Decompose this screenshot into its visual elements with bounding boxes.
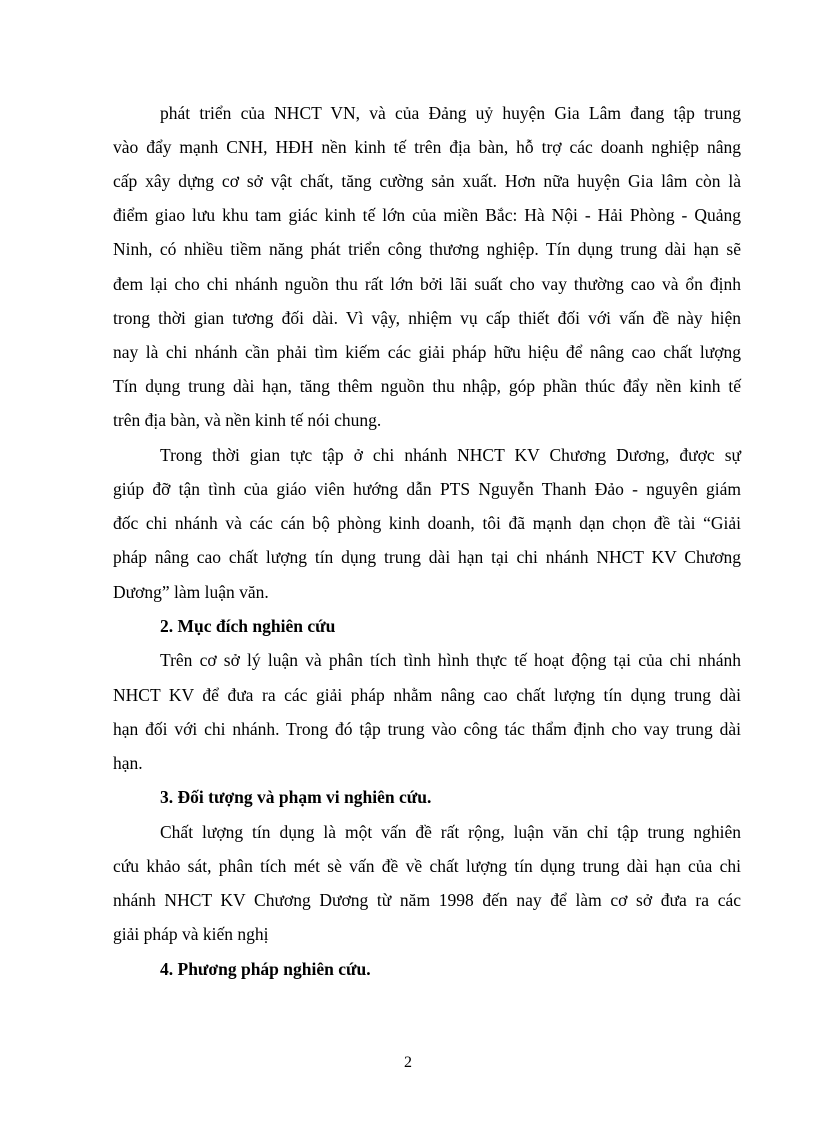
paragraph-line: nay là chi nhánh cần phải tìm kiếm các giải pháp hữu hiệu để nâng cao chất lượng (113, 342, 741, 362)
paragraph-line: nhánh NHCT KV Chương Dương từ năm 1998 đến nay để làm cơ sở đưa ra các (113, 890, 741, 910)
paragraph-line: pháp nâng cao chất lượng tín dụng trung dài hạn tại chi nhánh NHCT KV Chương (113, 547, 741, 567)
paragraph-line: đốc chi nhánh và các cán bộ phòng kinh doanh, tôi đã mạnh dạn chọn đề tài “Giải (113, 513, 741, 533)
paragraph-line: Trên cơ sở lý luận và phân tích tình hình thực tế hoạt động tại của chi nhánh (160, 650, 741, 670)
paragraph-line: điểm giao lưu khu tam giác kinh tế lớn của miền Bắc: Hà Nội - Hải Phòng - Quảng (113, 205, 741, 225)
paragraph-line: Tín dụng trung dài hạn, tăng thêm nguồn thu nhập, góp phần thúc đẩy nền kinh tế (113, 376, 741, 396)
paragraph-line: giúp đỡ tận tình của giáo viên hướng dẫn PTS Nguyễn Thanh Đảo - nguyên giám (113, 479, 741, 499)
paragraph-line: hạn đối với chi nhánh. Trong đó tập trung vào công tác thẩm định cho vay trung dài (113, 719, 741, 739)
paragraph-line: cấp xây dựng cơ sở vật chất, tăng cường sản xuất. Hơn nữa huyện Gia lâm còn là (113, 171, 741, 191)
paragraph-line: đem lại cho chi nhánh nguồn thu rất lớn bởi lãi suất cho vay thường cao và ổn định (113, 274, 741, 294)
paragraph-line: cứu khảo sát, phân tích mét sè vấn đề về chất lượng tín dụng trung dài hạn của chi (113, 856, 741, 876)
paragraph-line: phát triển của NHCT VN, và của Đảng uỷ huyện Gia Lâm đang tập trung (160, 103, 741, 123)
paragraph-line: hạn. (113, 753, 143, 773)
paragraph-line: trên địa bàn, và nền kinh tế nói chung. (113, 410, 382, 430)
paragraph-line: vào đẩy mạnh CNH, HĐH nền kinh tế trên địa bàn, hỗ trợ các doanh nghiệp nâng (113, 137, 741, 157)
paragraph-line: Dương” làm luận văn. (113, 582, 269, 602)
paragraph-line: giải pháp và kiến nghị (113, 924, 269, 944)
paragraph-line: Ninh, có nhiều tiềm năng phát triển công thương nghiệp. Tín dụng trung dài hạn sẽ (113, 239, 741, 259)
page-number: 2 (404, 1054, 412, 1071)
section-heading: 4. Phương pháp nghiên cứu. (160, 959, 371, 979)
paragraph-line: NHCT KV để đưa ra các giải pháp nhằm nâng cao chất lượng tín dụng trung dài (113, 685, 741, 705)
section-heading: 2. Mục đích nghiên cứu (160, 616, 336, 636)
section-heading: 3. Đối tượng và phạm vi nghiên cứu. (160, 787, 432, 807)
paragraph-line: Trong thời gian tực tập ở chi nhánh NHCT KV Chương Dương, được sự (160, 445, 741, 465)
paragraph-line: trong thời gian tương đối dài. Vì vậy, nhiệm vụ cấp thiết đối với vấn đề này hiện (113, 308, 741, 328)
paragraph-line: Chất lượng tín dụng là một vấn đề rất rộng, luận văn chỉ tập trung nghiên (160, 822, 741, 842)
